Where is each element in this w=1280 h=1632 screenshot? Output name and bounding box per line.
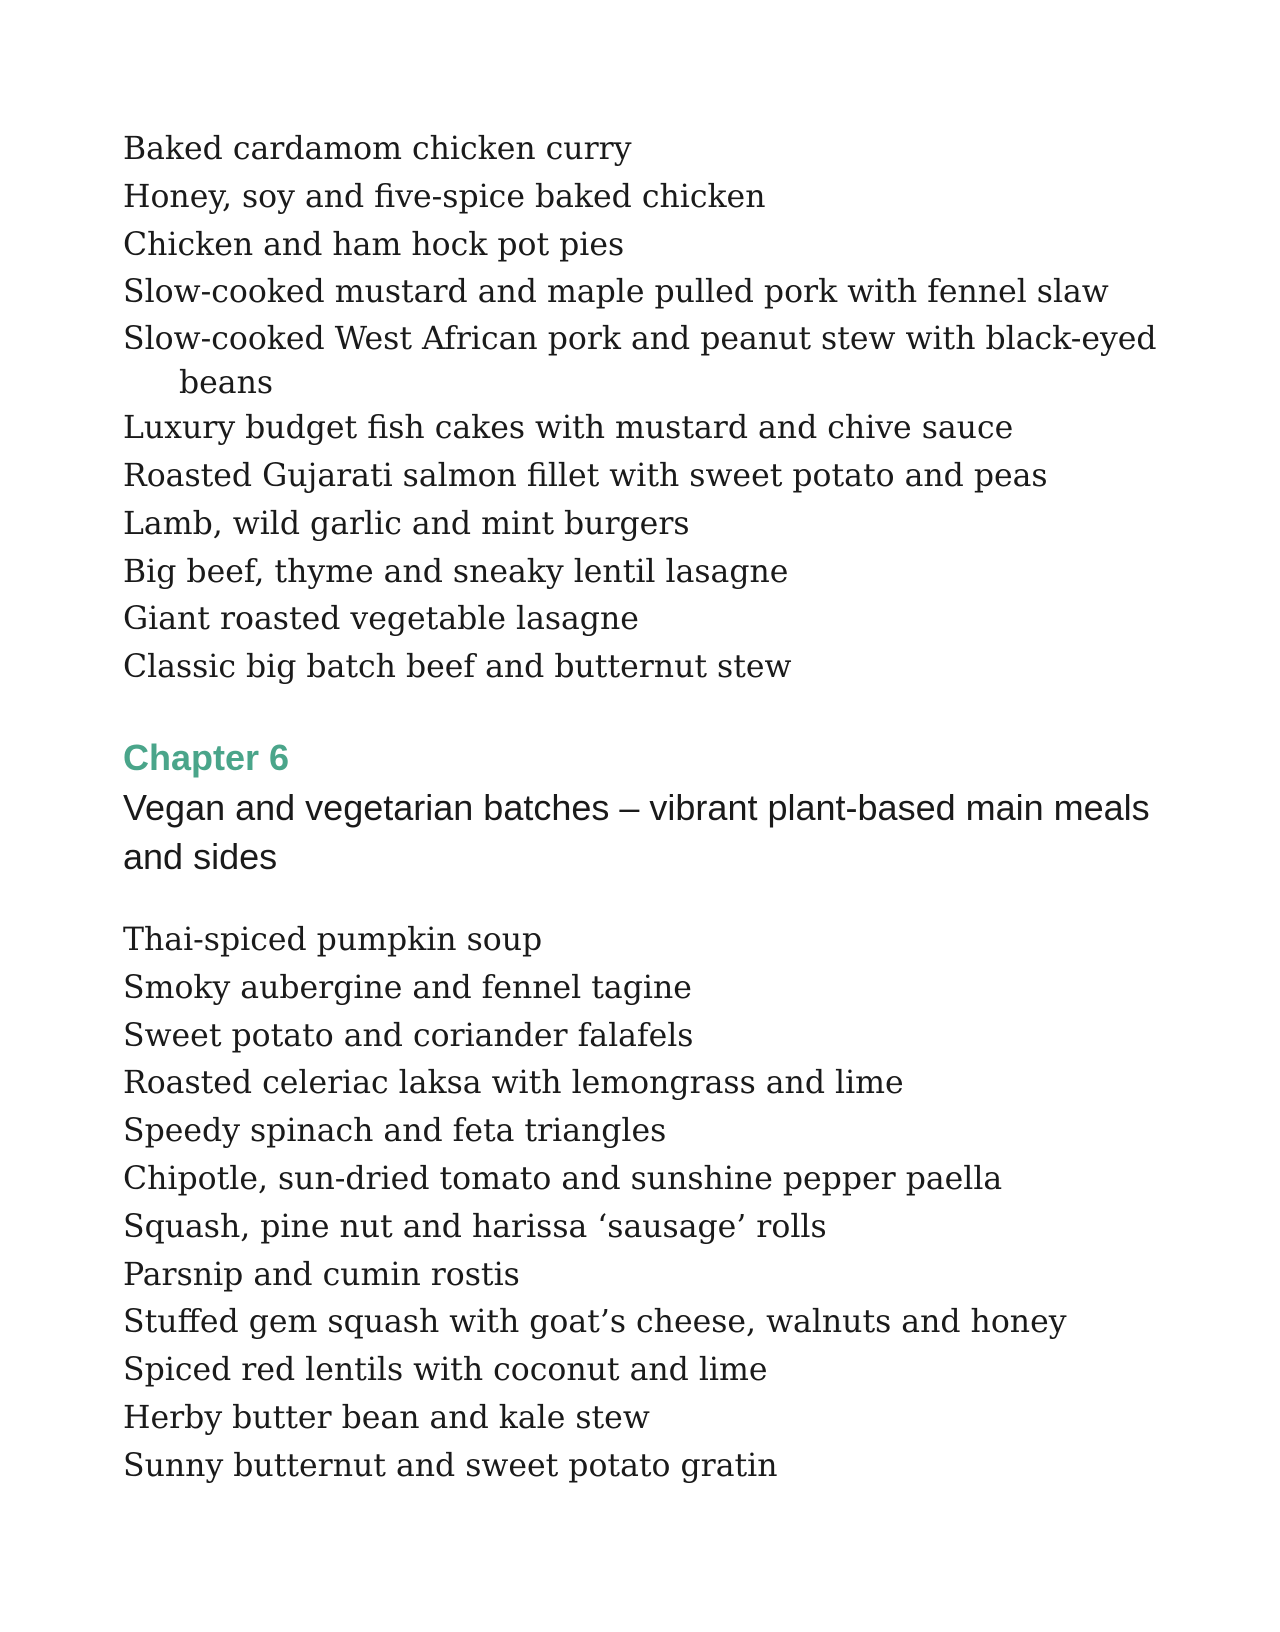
recipe-item[interactable]: Slow-cooked mustard and maple pulled pork with fennel slaw (123, 274, 1109, 311)
recipe-item[interactable]: Classic big batch beef and butternut stew (123, 649, 792, 686)
recipe-item[interactable]: Slow-cooked West African pork and peanut stew with black-eyed beans (123, 321, 1157, 402)
recipe-item[interactable]: Stuffed gem squash with goat’s cheese, walnuts and honey (123, 1304, 1067, 1341)
recipe-item[interactable]: Baked cardamom chicken curry (123, 131, 632, 167)
recipe-item[interactable]: Roasted Gujarati salmon fillet with sweet potato and peas (123, 457, 1048, 494)
recipe-item[interactable]: Luxury budget fish cakes with mustard and chive sauce (123, 410, 1014, 447)
recipe-item[interactable]: Sweet potato and coriander falafels (123, 1017, 694, 1054)
recipe-item[interactable]: Chicken and ham hock pot pies (123, 226, 625, 263)
chapter-label[interactable]: Chapter 6 (123, 736, 290, 778)
recipe-item[interactable]: Chipotle, sun-dried tomato and sunshine pepper paella (123, 1160, 1003, 1197)
recipe-item[interactable]: Roasted celeriac laksa with lemongrass and lime (123, 1065, 904, 1102)
recipe-item[interactable]: Honey, soy and five-spice baked chicken (123, 178, 766, 215)
recipe-item[interactable]: Giant roasted vegetable lasagne (123, 601, 639, 638)
recipe-item[interactable]: Squash, pine nut and harissa ‘sausage’ rolls (123, 1208, 827, 1245)
recipe-item[interactable]: Big beef, thyme and sneaky lentil lasagne (123, 553, 789, 590)
recipe-item[interactable]: Smoky aubergine and fennel tagine (123, 969, 692, 1006)
recipe-item[interactable]: Herby butter bean and kale stew (123, 1399, 650, 1436)
chapter-title[interactable]: Vegan and vegetarian batches – vibrant plant-based main meals and sides (123, 786, 1150, 877)
recipe-item[interactable]: Sunny butternut and sweet potato gratin (123, 1447, 778, 1484)
chapter-5-recipe-list (123, 126, 1163, 692)
recipe-item[interactable]: Parsnip and cumin rostis (123, 1256, 520, 1293)
recipe-item[interactable]: Lamb, wild garlic and mint burgers (123, 505, 690, 542)
chapter-6-heading (123, 736, 1163, 881)
recipe-item[interactable]: Thai-spiced pumpkin soup (123, 921, 543, 958)
contents-page (123, 126, 1163, 1491)
recipe-item[interactable]: Speedy spinach and feta triangles (123, 1113, 667, 1150)
recipe-item[interactable]: Spiced red lentils with coconut and lime (123, 1352, 768, 1389)
chapter-6-recipe-list (123, 917, 1163, 1491)
